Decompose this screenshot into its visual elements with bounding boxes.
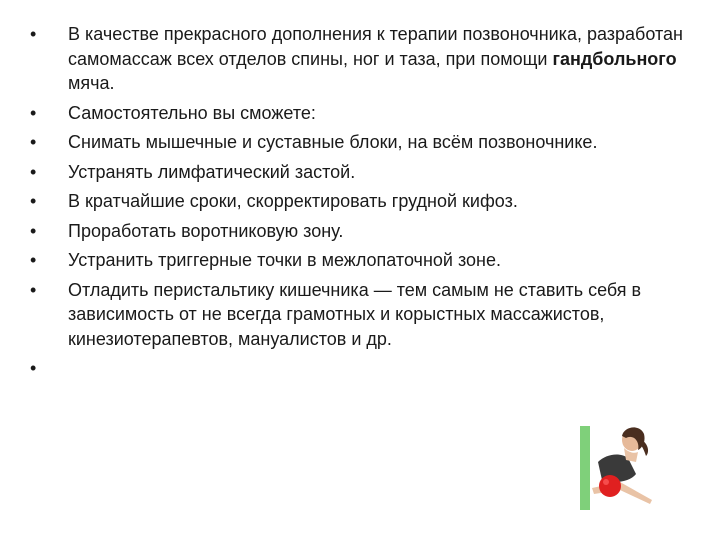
- list-item: [30, 219, 690, 244]
- list-item-empty: [30, 356, 690, 381]
- bullet-text: Устранять лимфатический застой.: [68, 161, 356, 182]
- bullet-text: В качестве прекрасного дополнения к терапии позвоночника, разработан самомассаж всех отделов спины, ног и таза, при помощи гандбольного мяча.: [68, 24, 683, 93]
- bullet-marker: •: [30, 132, 37, 152]
- bullet-text: Снимать мышечные и суставные блоки, на всём позвоночнике.: [68, 132, 598, 152]
- bullet-marker: •: [30, 161, 37, 182]
- list-item: [30, 278, 690, 352]
- bullet-marker: •: [30, 24, 37, 44]
- bullet-text: В кратчайшие сроки, скорректировать грудной кифоз.: [68, 191, 518, 211]
- bullet-text: Самостоятельно вы сможете:: [68, 102, 316, 123]
- bullet-marker: •: [30, 102, 37, 123]
- woman-with-ball-illustration: [580, 418, 656, 510]
- bullet-text: Проработать воротниковую зону.: [68, 220, 344, 241]
- list-item: [30, 130, 690, 155]
- list-item: [30, 22, 690, 96]
- bullet-text: Отладить перистальтику кишечника — тем самым не ставить себя в зависимость от не всегда грамотных и корыстных массажистов, кинезиотерапевтов, мануалистов и др.: [68, 279, 642, 349]
- ball-icon: [599, 475, 621, 497]
- bullet-text: [68, 358, 73, 378]
- bullet-text: Устранить триггерные точки в межлопаточной зоне.: [68, 250, 501, 270]
- mat-icon: [580, 426, 590, 510]
- list-item: [30, 248, 690, 273]
- list-item: [30, 189, 690, 214]
- bullet-marker: •: [30, 191, 37, 211]
- list-item: [30, 101, 690, 126]
- bullet-marker: •: [30, 279, 37, 300]
- bullet-marker: •: [30, 220, 37, 241]
- list-item: [30, 160, 690, 185]
- massage-ball-photo: [580, 418, 656, 510]
- bold-text: гандбольного: [552, 48, 677, 69]
- bullet-marker: •: [30, 250, 37, 270]
- bullet-list: [30, 22, 690, 386]
- bullet-marker: •: [30, 358, 37, 378]
- ponytail-icon: [640, 440, 648, 456]
